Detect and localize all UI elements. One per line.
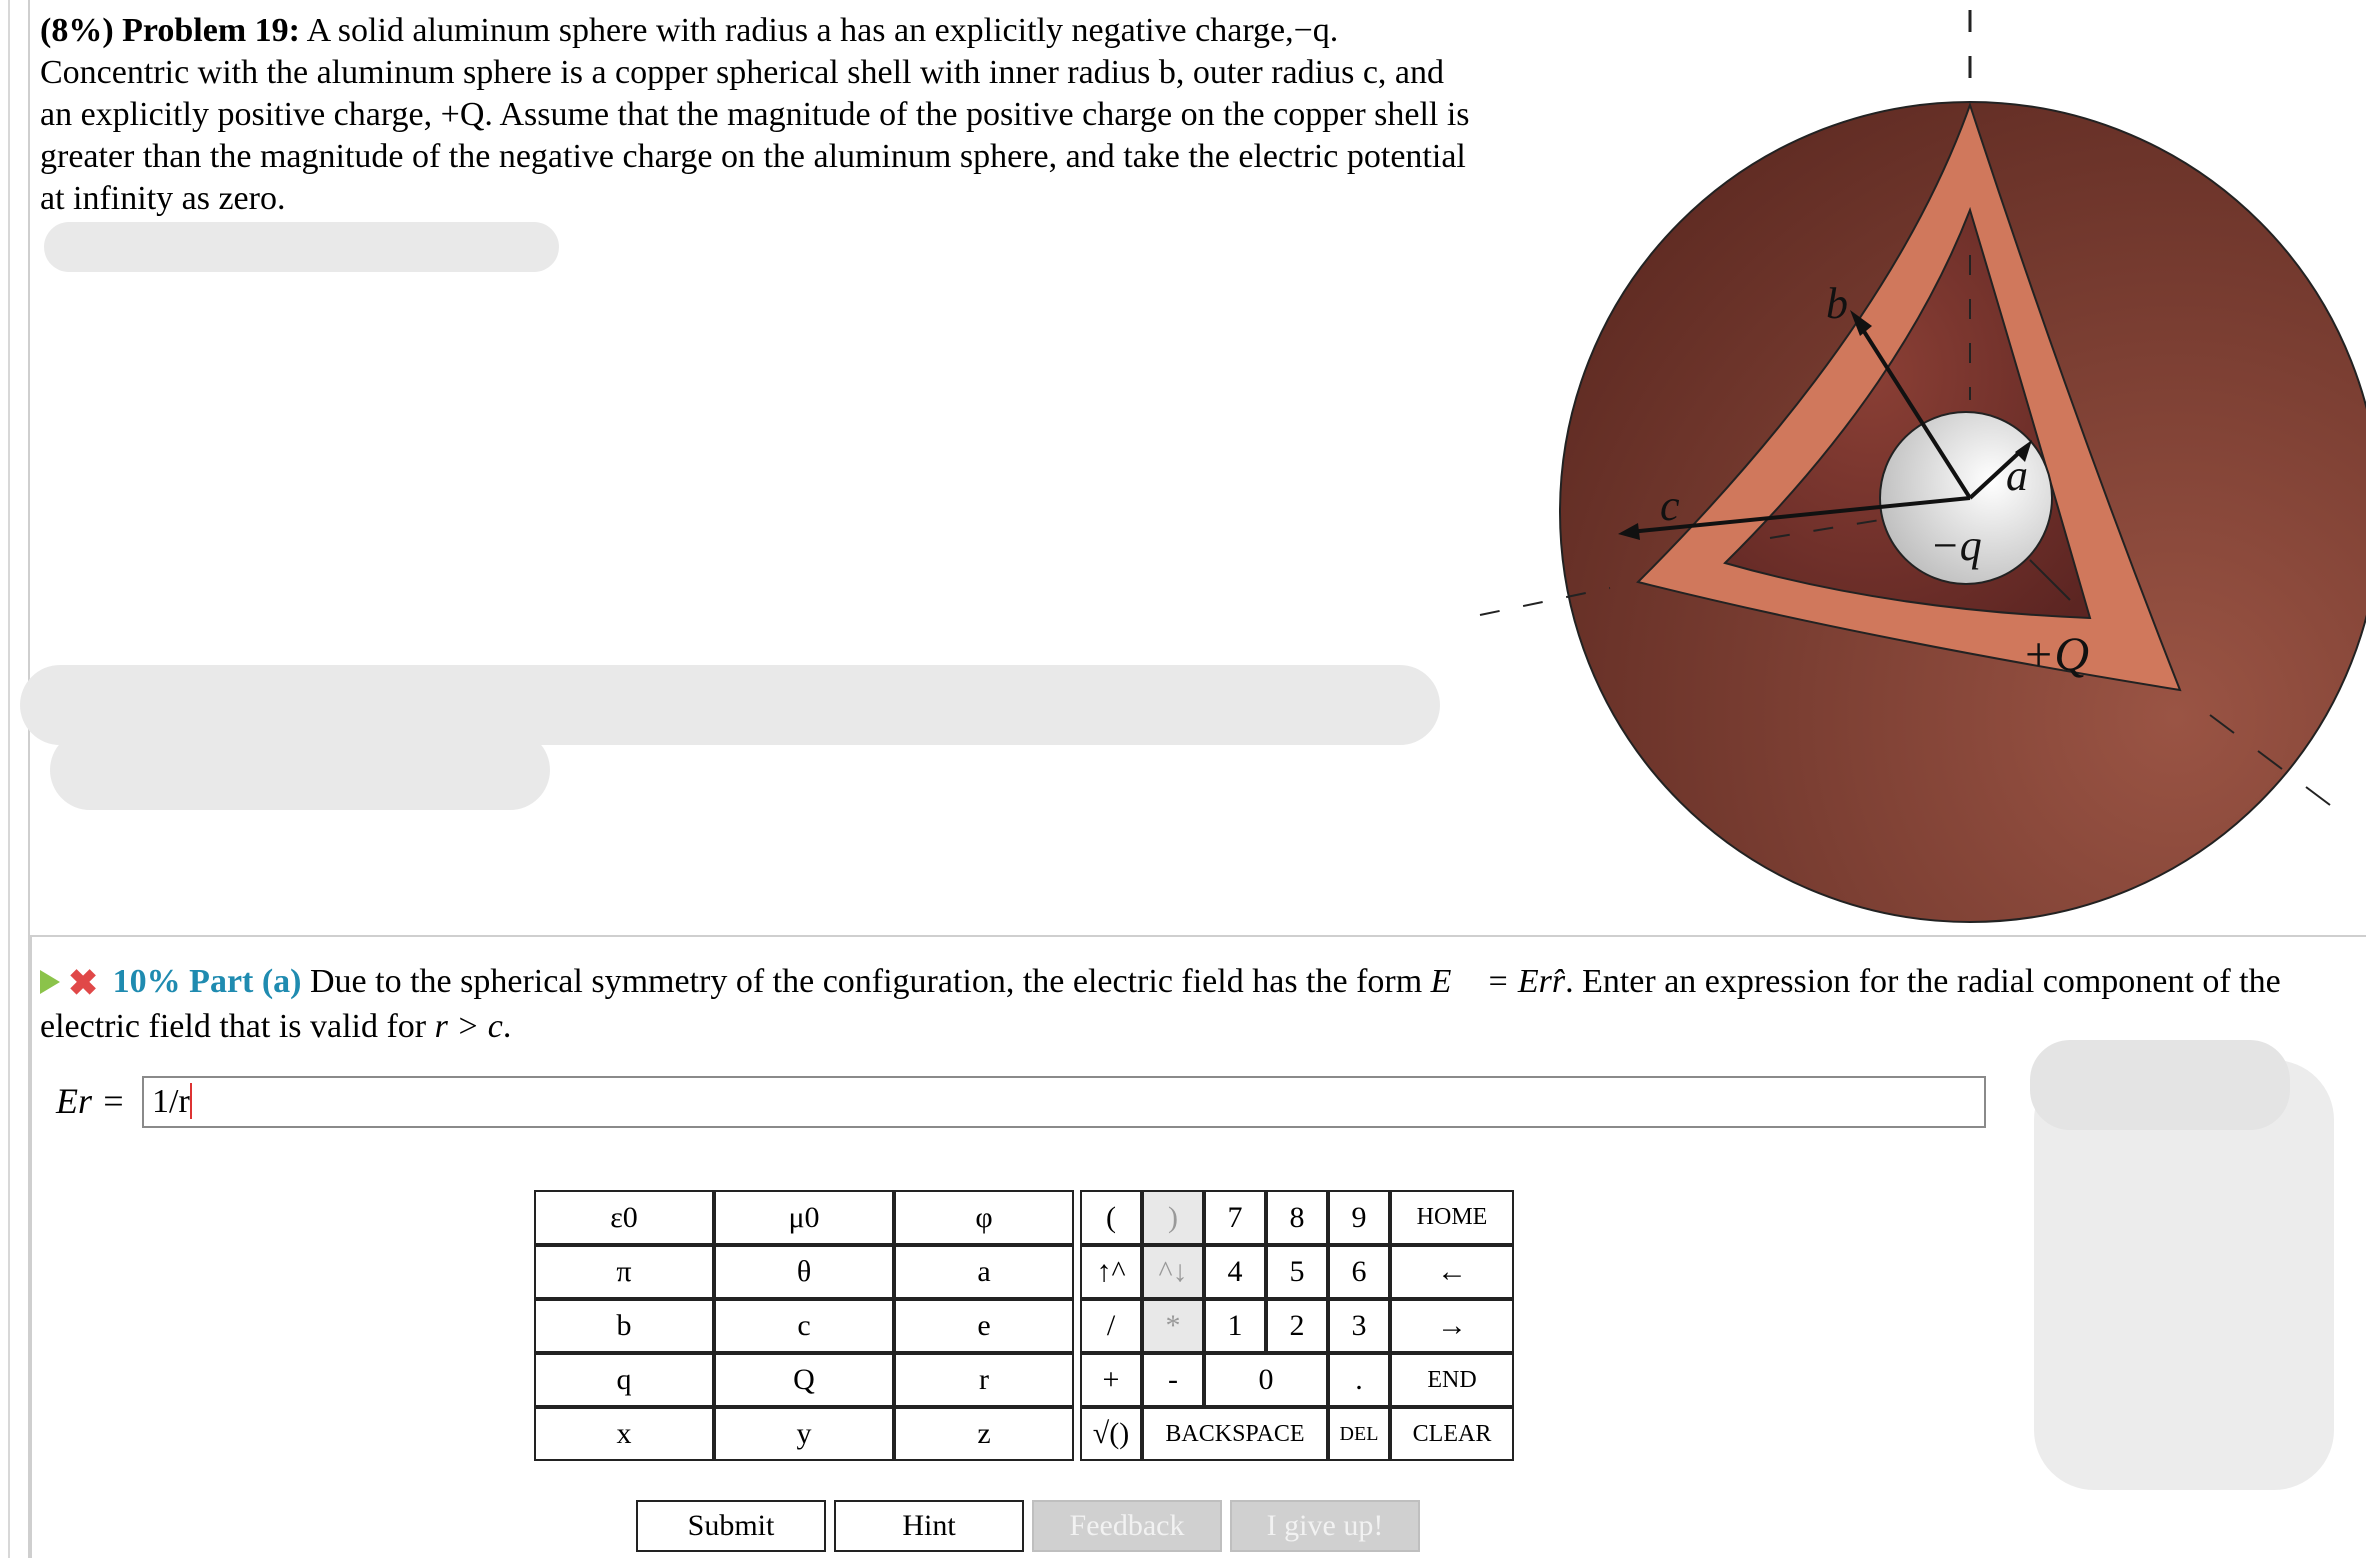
redacted-side-panel bbox=[2030, 1040, 2366, 1520]
redacted-text-3 bbox=[50, 730, 550, 810]
part-a-text-3: . bbox=[502, 1008, 512, 1045]
key-home[interactable]: HOME bbox=[1390, 1190, 1514, 1245]
key-end[interactable]: END bbox=[1390, 1353, 1514, 1407]
part-a-text-1: Due to the spherical symmetry of the configuration, the electric field has the form bbox=[310, 963, 1423, 1000]
key-e[interactable]: e bbox=[894, 1299, 1074, 1353]
submit-button[interactable]: Submit bbox=[636, 1500, 826, 1552]
key-power-down[interactable]: ^↓ bbox=[1142, 1245, 1204, 1299]
key-7[interactable]: 7 bbox=[1204, 1190, 1266, 1245]
key-0[interactable]: 0 bbox=[1204, 1353, 1328, 1407]
key-3[interactable]: 3 bbox=[1328, 1299, 1390, 1353]
key-open-paren[interactable]: ( bbox=[1080, 1190, 1142, 1245]
key-left-arrow[interactable]: ← bbox=[1390, 1245, 1514, 1299]
key-4[interactable]: 4 bbox=[1204, 1245, 1266, 1299]
key-r[interactable]: r bbox=[894, 1353, 1074, 1407]
key-right-arrow[interactable]: → bbox=[1390, 1299, 1514, 1353]
label-b: b bbox=[1826, 279, 1848, 328]
answer-label: Er = bbox=[56, 1081, 126, 1121]
page-left-border bbox=[0, 0, 30, 1558]
key-plus[interactable]: + bbox=[1080, 1353, 1142, 1407]
incorrect-x-icon: ✖ bbox=[68, 963, 99, 1003]
answer-value: 1/r bbox=[152, 1083, 190, 1120]
key-Q[interactable]: Q bbox=[714, 1353, 894, 1407]
key-divide[interactable]: / bbox=[1080, 1299, 1142, 1353]
concentric-sphere-figure bbox=[1470, 0, 2366, 930]
problem-body: A solid aluminum sphere with radius a has an explicitly negative charge,−q. Concentric with the aluminum sphere is a copper spherical shell with inner radius b, outer radius c, and an explicitly positive charge, +Q. Assume that the magnitude of the positive charge on the copper shell is greater than the magnitude of the negative charge on the aluminum sphere, and take the electric potential at infinity as zero. bbox=[40, 12, 1470, 217]
field-form: E⃗ = Err̂ bbox=[1430, 963, 1566, 1000]
part-a-question bbox=[40, 960, 2360, 1048]
key-8[interactable]: 8 bbox=[1266, 1190, 1328, 1245]
play-icon[interactable] bbox=[40, 970, 60, 994]
key-z[interactable]: z bbox=[894, 1407, 1074, 1461]
key-c[interactable]: c bbox=[714, 1299, 894, 1353]
key-y[interactable]: y bbox=[714, 1407, 894, 1461]
part-a-text-2: . Enter an expression for the radial component of the electric field that is valid for bbox=[40, 963, 2281, 1045]
problem-statement bbox=[40, 10, 1470, 220]
key-a[interactable]: a bbox=[894, 1245, 1074, 1299]
part-a-condition: r > c bbox=[434, 1008, 503, 1045]
key-backspace[interactable]: BACKSPACE bbox=[1142, 1407, 1328, 1461]
key-sqrt[interactable]: √() bbox=[1080, 1407, 1142, 1461]
feedback-button[interactable]: Feedback bbox=[1032, 1500, 1222, 1552]
key-phi[interactable]: φ bbox=[894, 1190, 1074, 1245]
text-caret bbox=[190, 1083, 192, 1119]
hint-button[interactable]: Hint bbox=[834, 1500, 1024, 1552]
key-del[interactable]: DEL bbox=[1328, 1407, 1390, 1461]
key-epsilon0[interactable]: ε0 bbox=[534, 1190, 714, 1245]
redacted-text-1 bbox=[44, 222, 559, 272]
answer-input[interactable] bbox=[142, 1076, 1986, 1128]
give-up-button[interactable]: I give up! bbox=[1230, 1500, 1420, 1552]
key-6[interactable]: 6 bbox=[1328, 1245, 1390, 1299]
key-9[interactable]: 9 bbox=[1328, 1190, 1390, 1245]
key-pi[interactable]: π bbox=[534, 1245, 714, 1299]
key-5[interactable]: 5 bbox=[1266, 1245, 1328, 1299]
key-close-paren[interactable]: ) bbox=[1142, 1190, 1204, 1245]
key-2[interactable]: 2 bbox=[1266, 1299, 1328, 1353]
label-plus-Q: +Q bbox=[2022, 628, 2090, 681]
key-b[interactable]: b bbox=[534, 1299, 714, 1353]
key-clear[interactable]: CLEAR bbox=[1390, 1407, 1514, 1461]
key-mu0[interactable]: μ0 bbox=[714, 1190, 894, 1245]
part-a-status: 10% Part (a) bbox=[112, 963, 302, 1000]
label-a: a bbox=[2006, 451, 2028, 500]
label-c: c bbox=[1660, 481, 1680, 530]
problem-number: (8%) Problem 19: bbox=[40, 12, 300, 49]
label-minus-q: −q bbox=[1930, 521, 1982, 570]
key-minus[interactable]: - bbox=[1142, 1353, 1204, 1407]
key-x[interactable]: x bbox=[534, 1407, 714, 1461]
key-dot[interactable]: . bbox=[1328, 1353, 1390, 1407]
key-power-up[interactable]: ↑^ bbox=[1080, 1245, 1142, 1299]
key-multiply[interactable]: * bbox=[1142, 1299, 1204, 1353]
key-1[interactable]: 1 bbox=[1204, 1299, 1266, 1353]
key-theta[interactable]: θ bbox=[714, 1245, 894, 1299]
key-q[interactable]: q bbox=[534, 1353, 714, 1407]
